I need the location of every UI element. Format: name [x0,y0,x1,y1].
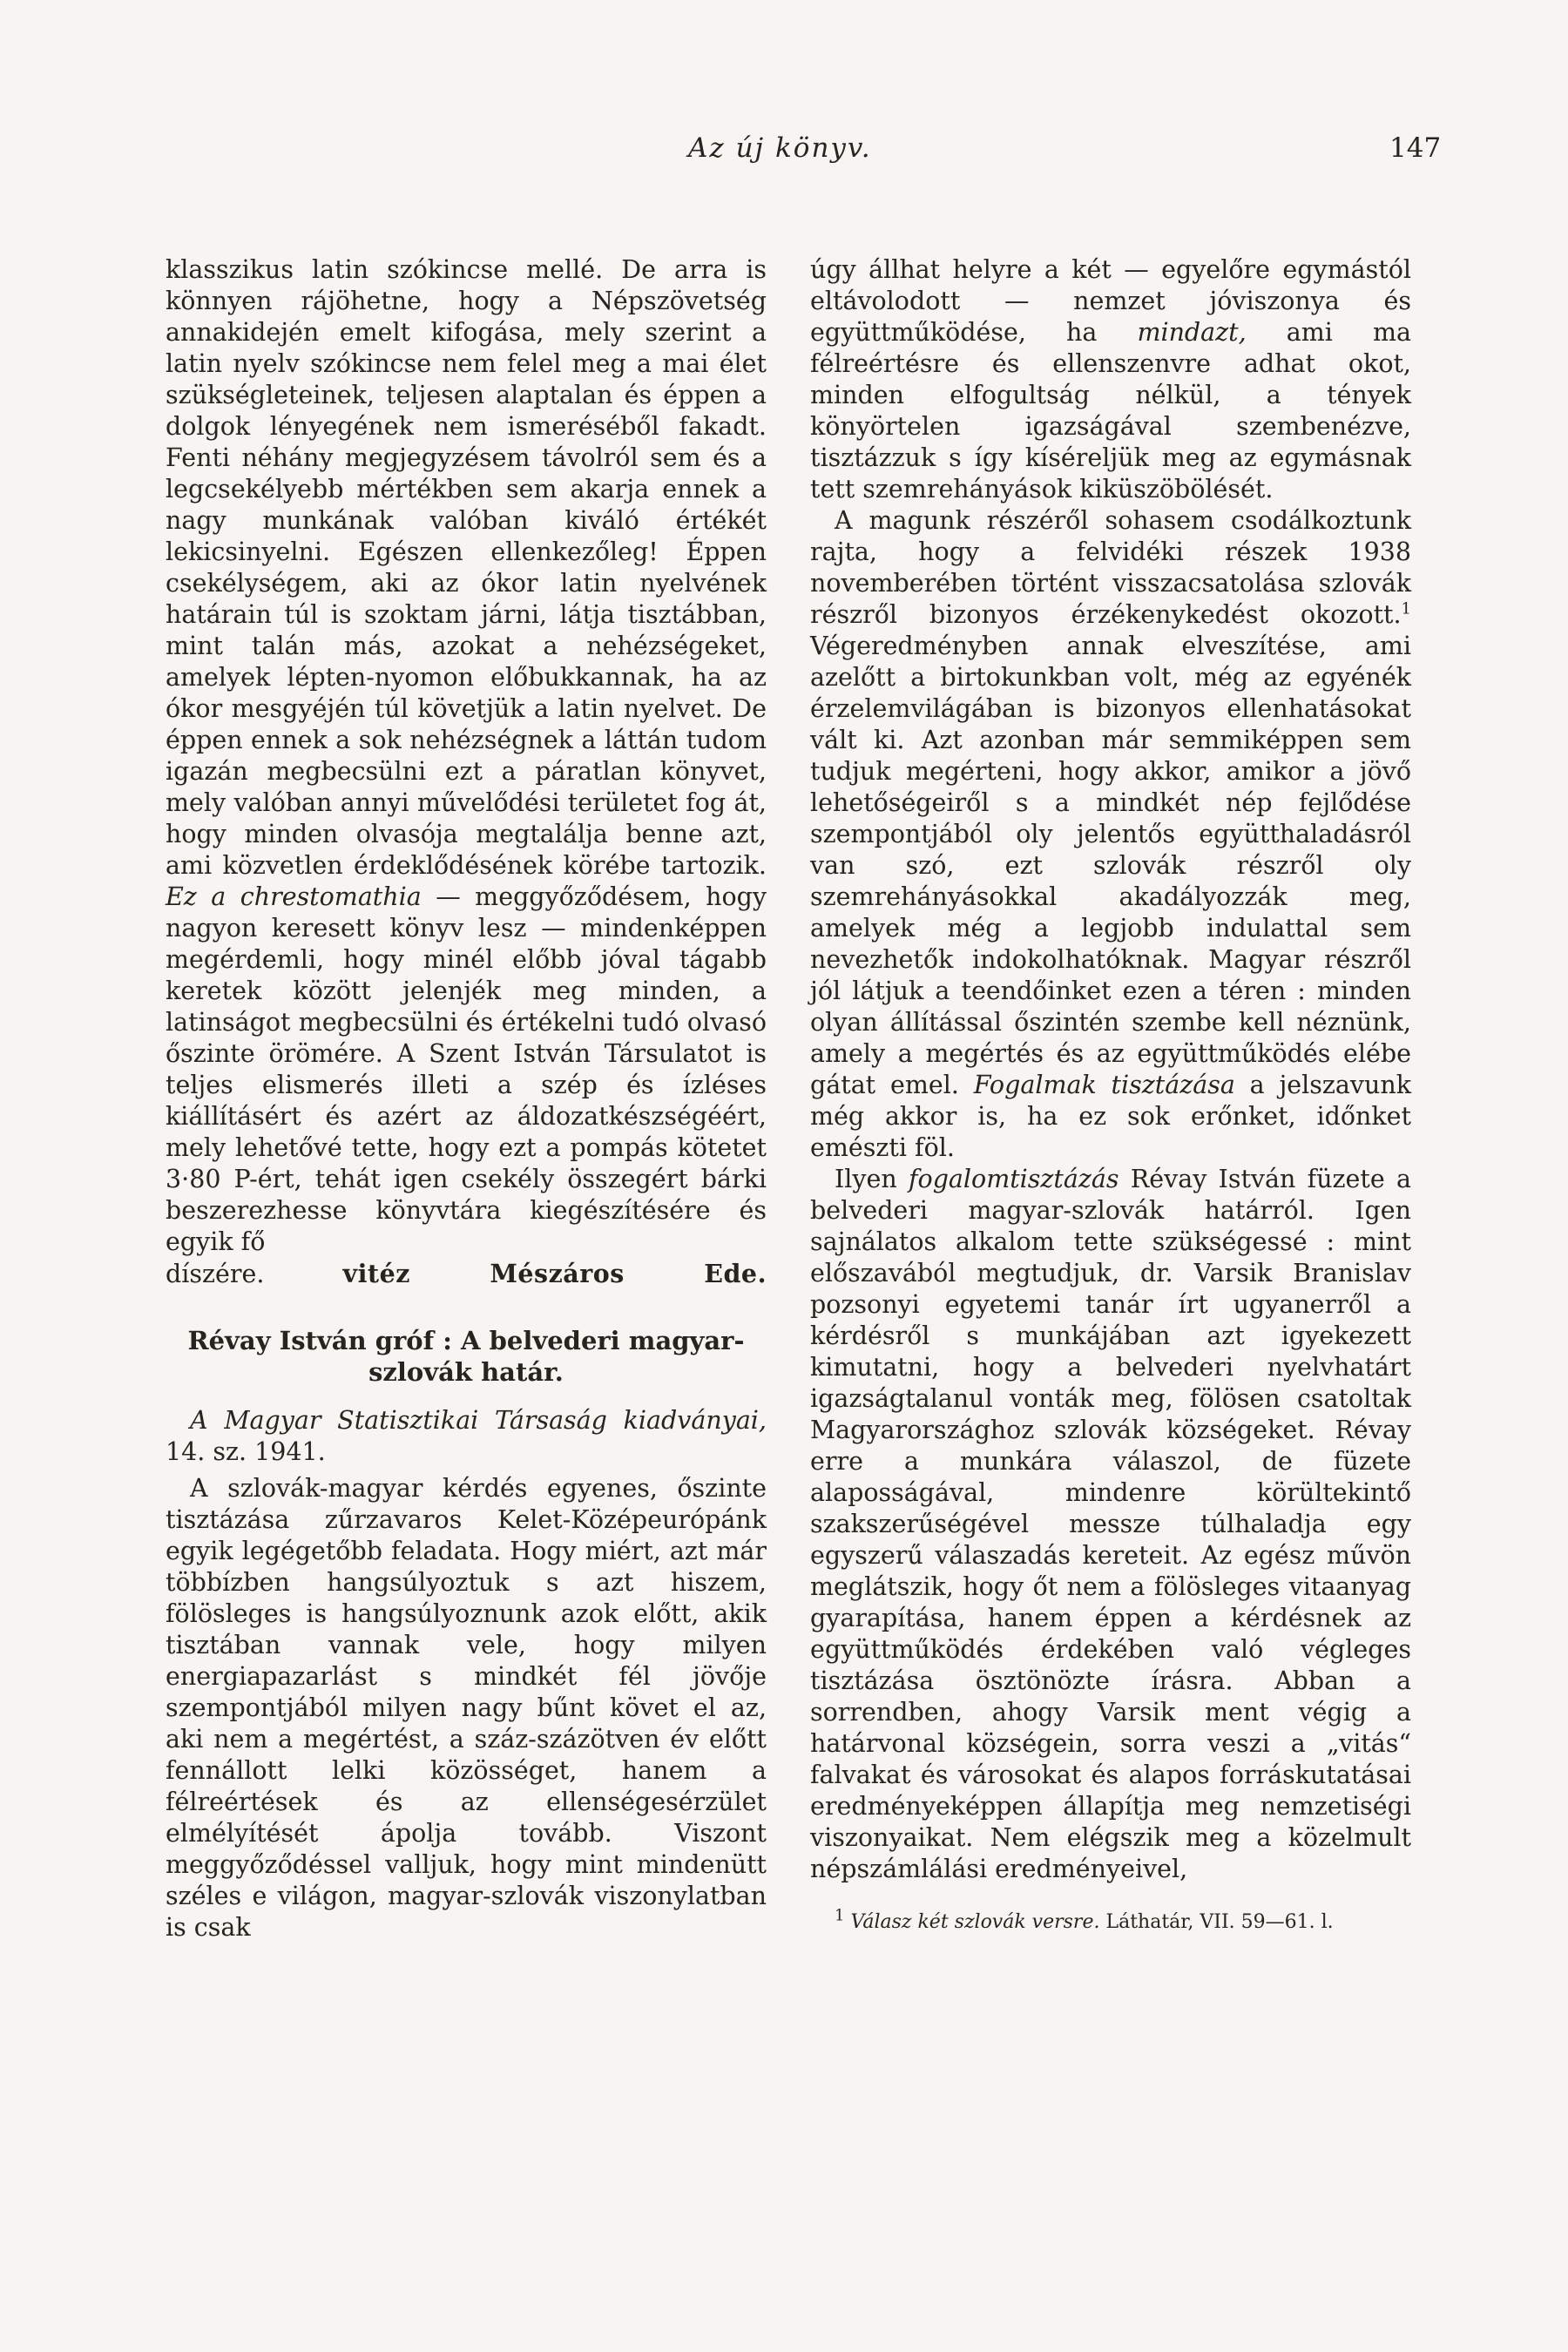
review-heading: Révay István gróf : A belvederi magyar-szlovák határ. [187,1326,745,1387]
footnote-title: Válasz két szlovák versre. [850,1911,1100,1933]
page-number: 147 [1389,132,1442,164]
book-title: Ez a chrestomathia [166,882,422,911]
signature-line [166,1258,767,1290]
paragraph-text: A magunk részéről sohasem csodálkoztunk rajta, hogy a felvidéki részek 1938 novemberében történt visszacsatolása szlovák részről bizonyos érzékenykedést okozott. [810,506,1411,629]
emphasis-text: Fogalmak tisztázása [973,1071,1235,1099]
paragraph-text: Végeredményben annak elveszítése, ami azelőtt a birtokunkban volt, még az egyénék érzelemvilágában is bizonyos ellenhatásokat vált ki. Azt azonban már semmiképpen sem tudjuk megérteni, hogy akkor, amikor a jövő lehetőségeiről s a mindkét nép fejlődése szempontjából oly jelentős együtthaladásról van szó, ezt szlovák részről oly szemrehányásokkal akadályozzák meg, amelyek még a legjobb indulattal sem nevezhetők indokolhatóknak. Magyar részről jól látjuk a teendőinket ezen a téren : minden olyan állítással őszintén szembe kell néznünk, amely a megértés és az együttműködés elébe gátat emel. [810,632,1411,1099]
footnote-source: Láthatár, VII. 59—61. l. [1105,1911,1334,1933]
paragraph-intro [166,254,767,1258]
paragraph-end-text: díszére. [166,1260,265,1288]
emphasis-text: fogalomtisztázás [908,1165,1119,1193]
author-signature: vitéz Mészáros Ede. [342,1259,767,1288]
paragraph-text: klasszikus latin szókincse mellé. De arra is könnyen rájöhetne, hogy a Népszövetség annakidején emelt kifogása, mely szerint a latin nyelv szókincse nem felel meg a mai élet szükségleteinek, teljesen alaptalan és éppen a dolgok lényegének nem ismeréséből fakadt. Fenti néhány megjegyzésem távolról sem és a legcsekélyebb mértékben sem akarja ennek a nagy munkának valóban kiváló értékét lekicsinyelni. Egészen ellenkezőleg! Éppen csekélységem, aki az ókor latin nyelvének határain túl is szoktam járni, látja tisztábban, mint talán más, azokat a nehézségeket, amelyek lépten-nyomon előbukkannak, ha az ókor mesgyéjén túl követjük a latin nyelvet. De éppen ennek a sok nehézségnek a láttán tudom igazán megbecsülni ezt a páratlan könyvet, mely valóban annyi művelődési területet fog át, hogy minden olvasója megtalálja benne azt, ami közvetlen érdeklődésének körébe tartozik. [166,255,767,880]
citation [166,1405,767,1468]
paragraph-text: Révay István füzete a belvederi magyar-szlovák határról. Igen sajnálatos alkalom tette szükségessé : mint előszavából megtudjuk, dr. Varsik Branislav pozsonyi egyetemi tanár írt ugyanerről a kérdésről s munkájában azt igyekezett kimutatni, hogy a belvederi nyelvhatárt igazságtalanul vonták meg, fölösen csatoltak Magyarországhoz szlovák községeket. Révay erre a munkára válaszol, de füzete alaposságával, mindenre körültekintő szakszerűségével messze túlhaladja egy egyszerű válaszadás kereteit. Az egész művön meglátszik, hogy őt nem a fölösleges vitaanyag gyarapítása, hanem éppen a kérdésnek az együttműködés érdekében való végleges tisztázása ösztönözte írásra. Abban a sorrendben, ahogy Varsik ment végig a határvonal községein, sorra veszi a „vitás“ falvakat és városokat és alapos forráskutatásai eredményeképpen állapítja meg nemzetiségi viszonyaikat. Nem elégszik meg a közelmult népszámlálási eredményeivel, [810,1165,1412,1883]
running-title: Az új könyv. [688,132,872,164]
left-column [166,254,767,1943]
right-column [810,254,1411,1936]
footnote [810,1906,1411,1936]
footnote-reference[interactable]: 1 [1401,599,1411,618]
paragraph-text: Ilyen [835,1165,897,1193]
paragraph-review-start: A szlovák-magyar kérdés egyenes, őszinte tisztázása zűrzavaros Kelet-Középeurópánk egyik legégetőbb feladata. Hogy miért, azt már többízben hangsúlyoztuk s azt hiszem, fölösleges is hangsúlyoznunk azok előtt, akik tisztában vannak vele, hogy milyen energiapazarlást s mindkét fél jövője szempontjából milyen nagy bűnt követ el az, aki nem a megértést, a száz-százötven év előtt fennállott lelki közösséget, hanem a félreértések és az ellenségesérzület elmélyítését ápolja tovább. Viszont meggyőződéssel valljuk, hogy mint mindenütt széles e világon, magyar-szlovák viszonylatban is csak [166,1474,767,1942]
footnote-mark: 1 [835,1906,845,1925]
paragraph-continued [810,254,1411,505]
paragraph-text: a jelszavunk még akkor is, ha ez sok erőnket, időnket emészti föl. [810,1071,1411,1162]
emphasis-text: mindazt, [1137,318,1247,347]
paragraph-text: ami ma félreértésre és ellenszenvre adhat okot, minden elfogultság nélkül, a tények könyörtelen igazságával szembenézve, tisztázzuk s így kíséreljük meg az egymásnak tett szemrehányások kiküszöbölését. [810,318,1411,504]
paragraph-second [810,505,1411,1164]
paragraph-text: — meggyőződésem, hogy nagyon keresett könyv lesz — mindenképpen megérdemli, hogy minél előbb jóval tágabb keretek között jelenjék meg minden, a latinságot megbecsülni és értékelni tudó olvasó őszinte örömére. A Szent István Társulatot is teljes elismerés illeti a szép és ízléses kiállításért és azért az áldozatkészségéért, mely lehetővé tette, hogy ezt a pompás kötetet 3·80 P-ért, tehát igen csekély összegért bárki beszerezhesse könyvtára kiegészítésére és egyik fő [166,882,767,1256]
paragraph-text: úgy állhat helyre a két — egyelőre egymástól eltávolodott — nemzet jóviszonya és együttműködése, ha [810,255,1411,347]
citation-number: 14. sz. 1941. [166,1437,326,1466]
citation-series: A Magyar Statisztikai Társaság kiadványai, [190,1406,767,1435]
paragraph-third [810,1164,1411,1885]
